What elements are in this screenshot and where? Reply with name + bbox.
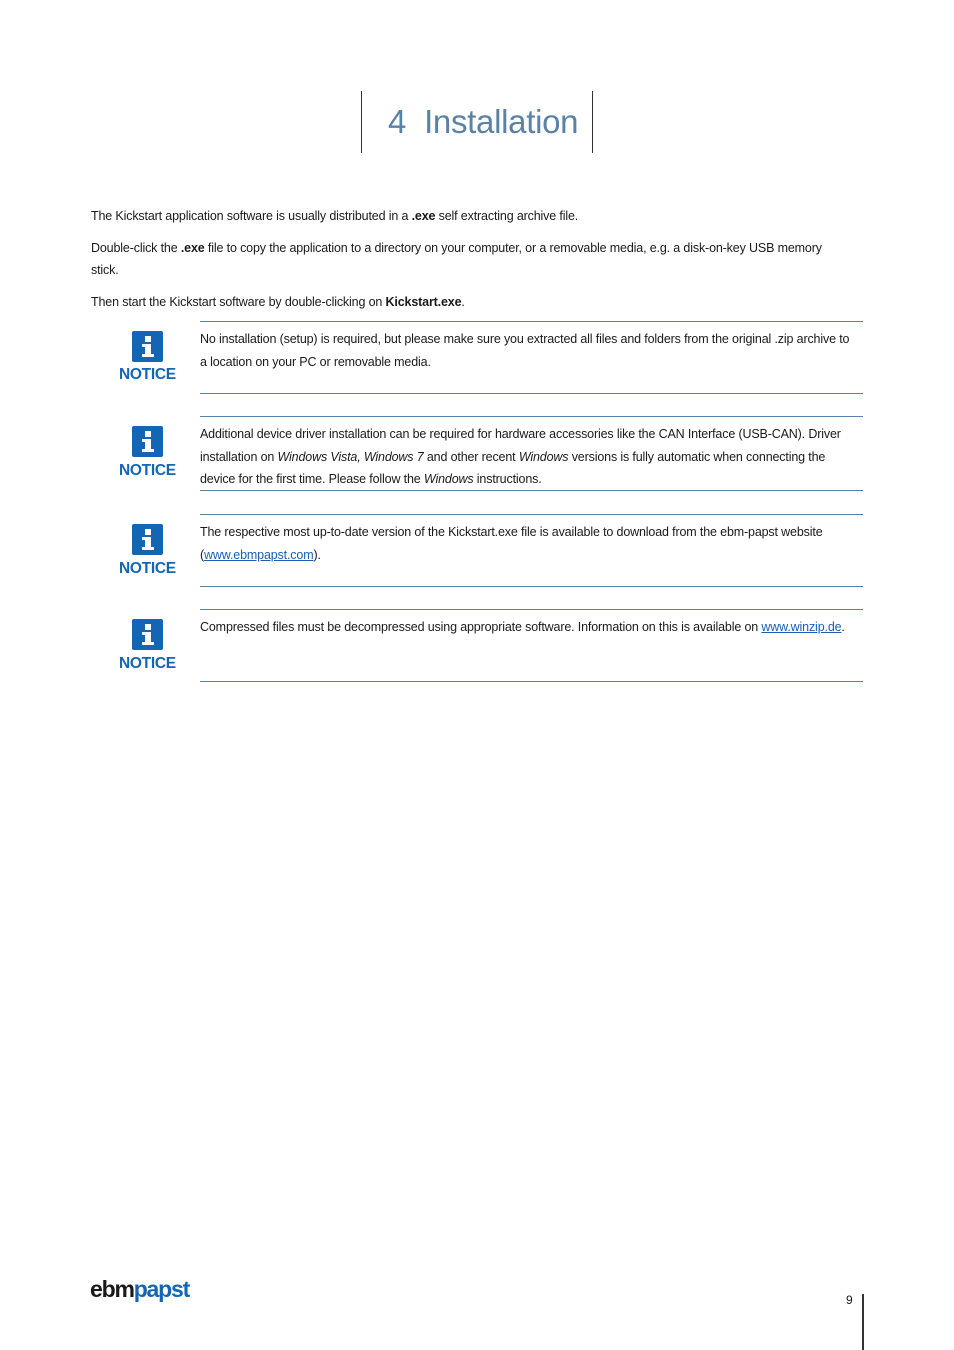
notice-label: NOTICE xyxy=(119,560,176,577)
chapter-title-text: Installation xyxy=(424,103,579,140)
page-number-rule xyxy=(862,1294,864,1350)
notice-text: Compressed files must be decompressed using appropriate software. Information on this is available on www.winzip.de. xyxy=(200,620,845,634)
winzip-link[interactable]: www.winzip.de xyxy=(761,620,842,634)
info-icon xyxy=(132,619,163,650)
paragraph-3-bold: Kickstart.exe xyxy=(385,295,462,309)
info-icon xyxy=(132,426,163,457)
notice-body xyxy=(200,514,863,587)
notice-text: No installation (setup) is required, but please make sure you extracted all files and folders from the original .zip archive to a location on your PC or removable media. xyxy=(200,332,850,369)
chapter-heading xyxy=(361,91,593,153)
paragraph-2-text-end: file to copy the application to a directory on your computer, or a removable media, e.g. a disk-on-key USB memory stick. xyxy=(91,241,822,277)
notice-body xyxy=(200,609,863,682)
paragraph-1-text-end: self extracting archive file. xyxy=(435,209,579,223)
ebmpapst-logo: ebmpapst xyxy=(90,1276,190,1302)
paragraph-3 xyxy=(91,291,851,313)
notice-label: NOTICE xyxy=(119,462,176,479)
paragraph-1 xyxy=(91,205,851,227)
page-number: 9 xyxy=(846,1293,853,1307)
notice-body xyxy=(200,416,863,491)
info-icon xyxy=(132,331,163,362)
paragraph-2 xyxy=(91,237,851,281)
chapter-number: 4 xyxy=(388,103,407,140)
paragraph-1-text: The Kickstart application software is usually distributed in a xyxy=(91,209,412,223)
info-icon xyxy=(132,524,163,555)
chapter-title xyxy=(388,103,578,141)
notice-text: The respective most up-to-date version of the Kickstart.exe file is available to download from the ebm-papst website (www.ebmpapst.com). xyxy=(200,525,823,562)
paragraph-1-bold: .exe xyxy=(411,209,436,223)
notice-box-3 xyxy=(91,514,863,587)
paragraph-3-text-end: . xyxy=(461,295,465,309)
paragraph-2-text: Double-click the xyxy=(91,241,181,255)
paragraph-3-text: Then start the Kickstart software by double-clicking on xyxy=(91,295,386,309)
notice-label: NOTICE xyxy=(119,366,176,383)
notice-box-4 xyxy=(91,609,863,682)
notice-box-1 xyxy=(91,321,863,394)
paragraph-2-bold: .exe xyxy=(180,241,205,255)
notice-text: Additional device driver installation can be required for hardware accessories like the CAN Interface (USB-CAN). Driver installation on Windows Vista, Windows 7 and other recent Windows versions is fully automatic when connecting the device for the first time. Please follow the Windows instructions. xyxy=(200,427,841,486)
notice-box-2 xyxy=(91,416,863,491)
notice-label: NOTICE xyxy=(119,655,176,672)
notice-body xyxy=(200,321,863,394)
ebmpapst-website-link[interactable]: www.ebmpapst.com xyxy=(204,547,314,562)
